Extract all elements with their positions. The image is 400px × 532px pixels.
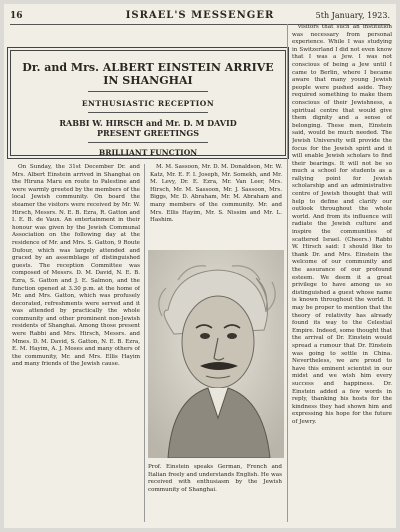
photo-caption: Prof. Einstein speaks German, French and Italian freely and understands English. He was received with enthusiasm by the Jewish community of Shanghai. [148,464,282,493]
subheadline: ENTHUSIASTIC RECEPTION [81,99,215,108]
greetings-line-1: RABBI W. HIRSCH and Mr. D. M DAVID [59,118,237,128]
greetings-line-2: PRESENT GREETINGS [97,128,199,138]
column-divider [287,24,288,522]
greetings-rule [88,142,208,143]
newspaper-page [4,4,396,528]
headline-rule [88,91,208,92]
greetings-heading [11,118,285,138]
headline-box [10,50,286,156]
page-number: 16 [10,11,23,21]
publication-title: ISRAEL'S MESSENGER [125,10,275,21]
article-column-right [292,24,392,524]
subheadline-rule [88,112,208,113]
function-heading: BRILLIANT FUNCTION [98,148,198,157]
headline-line-1: Dr. and Mrs. ALBERT EINSTEIN ARRIVE [22,61,274,74]
article-text-middle: M. M. Sassoon, Mr. D. M. Donaldson, Mr. W. Katz, Mr. E. F. I. Joseph, Mr. Somekh, and Mr. M. Levy, Dr. E. Ezra, Mr. Van Leer, Mrs. Hirsch, Mr. M. Sassoon, Mr. J. Sassoon, Mrs. Biggs, Mr. D. Abraham, Mr. M. Abraham and many members of the community. Mr. and Mrs. Ellis Hayim, Mr. S. Nissim and Mr. L. Hashim. [150,164,282,224]
page-header [10,10,390,25]
portrait-photo [148,250,284,458]
column-divider [144,164,145,522]
article-column-left [12,164,140,524]
left-eye [200,333,210,339]
issue-date: 5th January, 1923. [315,11,390,20]
article-text-right: visitors that such an institution was necessary from personal experience. While I was studying in Switzerland I did not even know that I was a Jew. I was not conscious of being a Jew until I came to Berlin, where I became aware that many young Jewish people were pushed aside. They required something to make them conscious of their Jewishness, a spiritual centre that would give them dignity and a sense of belonging. These men, Einstein said, would be much needed. The Jewish University will provide the focus for the Jewish spirit and it will enable Jewish scholars to find their bearings. It will not be so much a school for students as a rallying point for Jewish scholarship and an administrative centre of Jewish thought that will help to define and clarify our outlook throughout the whole world. And from its influence will radiate the Jewish culture and inspire the communities of scattered Israel. (Cheers.) Rabbi W. Hirsch said: I should like to thank Dr. and Mrs. Einstein the welcome of our community and the assurance of our profound esteem. We deem it a great privilege to have among us so distinguished a guest whose name is known throughout the world. It may be proper to mention that the theory of relativity has already found its way to the Celestial Empire. Indeed, some thought that the arrival of Dr. Einstein would spread a rumour that Dr. Einstein was going to settle in China. Nevertheless, we are proud to have this eminent scientist in our midst and we wish him every success and happiness. Dr. Einstein added a few words in reply, thanking his hosts for the kindness they had shown him and expressing his hope for the future of Jewry. [292,24,392,425]
article-text-left: On Sunday, the 31st December Dr. and Mrs. Albert Einstein arrived in Shanghai on the Hiruna Maru en route to Palestine and were warmly greeted by the members of the local Jewish community. On board the steamer the visitors were received by Mr. W. Hirsch, Messrs. N. E. B. Ezra, R. Gatton and I. E. B. de Vaux. An entertainment in their honour was given by the Jewish Communal Association on the following day at the residence of Mr. and Mrs. S. Gatton, 9 Route Dufour, which was largely attended and graced by an assemblage of distinguished guests. The reception Committee was composed of Messrs. D. M. David, N. E. B. Ezra, S. Gatton and J. E. Salmon, and the function opened at 3.30 p.m. at the home of Mr. and Mrs. Gatton, which was profusely decorated, refreshments were served and it was attended by practically the whole community and other prominent non-Jewish residents of Shanghai. Among those present were Rabbi and Mrs. Hirsch, Messrs. and Mmes. D. M. David, S. Gatton, N. E. B. Ezra, E. M. Hayim, A. J. Moses and many others of the community, Mr. and Mrs. Ellis Hayim and many friends of the Jewish cause. [12,164,140,368]
headline [11,61,285,87]
right-eye [227,333,237,339]
face-shape [182,296,254,388]
article-column-middle [150,164,282,246]
headline-line-2: IN SHANGHAI [103,74,193,87]
